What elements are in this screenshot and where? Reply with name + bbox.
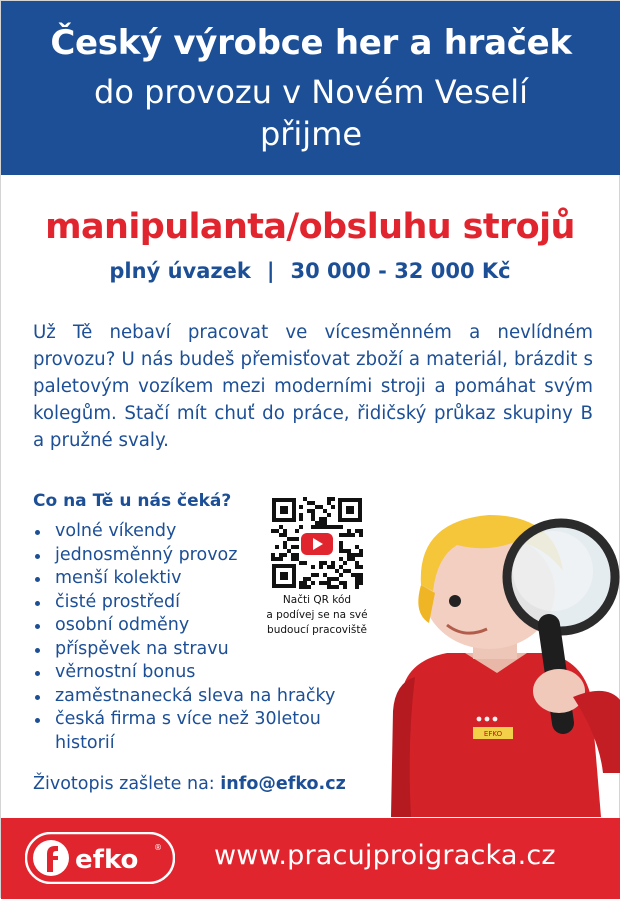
qr-module <box>327 497 331 501</box>
qr-module <box>295 537 299 541</box>
qr-module <box>291 545 295 549</box>
qr-module <box>347 553 351 557</box>
qr-module <box>331 525 335 529</box>
website-url[interactable]: www.pracujproigracka.cz <box>214 840 556 871</box>
qr-module <box>339 557 343 561</box>
qr-module <box>343 585 347 589</box>
qr-module <box>299 505 303 509</box>
qr-module <box>323 509 327 513</box>
qr-module <box>327 585 331 589</box>
benefit-item: věrnostní bonus <box>33 661 363 685</box>
qr-module <box>299 581 303 585</box>
qr-module <box>311 517 315 521</box>
qr-module <box>287 549 291 553</box>
cv-prefix: Životopis zašlete na: <box>33 774 215 794</box>
qr-module <box>291 557 295 561</box>
qr-module <box>279 533 283 537</box>
benefit-item: volné víkendy <box>33 520 363 544</box>
qr-module <box>275 529 279 533</box>
qr-module <box>271 529 275 533</box>
qr-module <box>327 525 331 529</box>
benefit-item: příspěvek na stravu <box>33 638 363 662</box>
header-banner <box>1 1 620 175</box>
qr-module <box>283 545 287 549</box>
qr-module <box>275 557 279 561</box>
qr-module <box>335 585 339 589</box>
qr-module <box>303 585 307 589</box>
qr-module <box>339 549 343 553</box>
qr-module <box>295 529 299 533</box>
qr-instructions <box>263 593 371 638</box>
qr-module <box>335 525 339 529</box>
qr-module <box>295 545 299 549</box>
qr-module <box>279 553 283 557</box>
qr-module <box>339 565 343 569</box>
qr-module <box>347 549 351 553</box>
qr-module <box>299 517 303 521</box>
qr-module <box>319 561 323 565</box>
qr-module <box>279 525 283 529</box>
qr-module <box>311 581 315 585</box>
toy-figure-illustration <box>377 501 620 817</box>
benefit-item: zaměstnanecká sleva na hračky <box>33 685 363 709</box>
qr-module <box>359 581 363 585</box>
qr-module <box>303 577 307 581</box>
registered-mark: ® <box>154 843 162 852</box>
qr-module <box>339 525 343 529</box>
qr-module <box>319 525 323 529</box>
qr-module <box>331 585 335 589</box>
benefit-item: osobní odměny <box>33 614 363 638</box>
qr-module <box>359 529 363 533</box>
qr-module <box>359 549 363 553</box>
qr-module <box>331 497 335 501</box>
qr-module <box>319 517 323 521</box>
qr-module <box>287 537 291 541</box>
qr-module <box>291 537 295 541</box>
qr-module <box>359 577 363 581</box>
qr-module <box>339 545 343 549</box>
qr-module <box>311 501 315 505</box>
qr-module <box>275 545 279 549</box>
qr-module <box>323 525 327 529</box>
qr-module <box>303 561 307 565</box>
qr-module <box>331 577 335 581</box>
qr-module <box>283 533 287 537</box>
qr-module <box>271 557 275 561</box>
qr-module <box>307 577 311 581</box>
position-title: manipulanta/obsluhu strojů <box>45 207 575 247</box>
qr-module <box>355 585 359 589</box>
qr-module <box>323 521 327 525</box>
qr-module <box>347 557 351 561</box>
qr-module <box>339 573 343 577</box>
qr-module <box>311 509 315 513</box>
qr-module <box>355 561 359 565</box>
qr-module <box>279 557 283 561</box>
qr-module <box>315 573 319 577</box>
header-title: Český výrobce her a hraček <box>50 23 572 63</box>
qr-module <box>291 553 295 557</box>
qr-module <box>339 581 343 585</box>
header-subtitle: do provozu v Novém Veselí <box>94 73 528 111</box>
qr-module <box>283 553 287 557</box>
qr-module <box>303 581 307 585</box>
qr-module <box>339 533 343 537</box>
qr-module <box>311 573 315 577</box>
qr-module <box>319 521 323 525</box>
qr-module <box>299 525 303 529</box>
qr-code[interactable] <box>271 497 363 589</box>
qr-module <box>295 557 299 561</box>
qr-module <box>359 565 363 569</box>
qr-note-line: budoucí pracoviště <box>267 624 367 636</box>
qr-module <box>283 541 287 545</box>
qr-module <box>351 573 355 577</box>
qr-module <box>339 541 343 545</box>
qr-module <box>359 553 363 557</box>
qr-module <box>355 581 359 585</box>
qr-module <box>315 525 319 529</box>
job-description: Už Tě nebaví pracovat ve vícesměnném a nevlídném provozu? U nás budeš přemisťovat zboží a materiál, brázdit s paletovým vozíkem mezi moderními stroji a pomáhat svým kolegům. Stačí mít chuť do práce, řidičský průkaz skupiny B a pružné svaly. <box>33 322 593 451</box>
qr-module <box>295 553 299 557</box>
qr-module <box>327 501 331 505</box>
qr-module <box>343 581 347 585</box>
qr-module <box>311 565 315 569</box>
terms-separator: | <box>266 259 275 283</box>
qr-module <box>355 553 359 557</box>
qr-note-line: Načti QR kód <box>282 594 352 606</box>
qr-module <box>359 533 363 537</box>
qr-module <box>319 565 323 569</box>
qr-module <box>327 565 331 569</box>
qr-module <box>323 581 327 585</box>
benefit-item: čisté prostředí <box>33 591 363 615</box>
qr-module <box>323 517 327 521</box>
qr-module <box>311 513 315 517</box>
benefit-item: česká firma s více než 30letou historií <box>33 708 363 755</box>
qr-module <box>331 505 335 509</box>
qr-module <box>335 577 339 581</box>
qr-module <box>307 509 311 513</box>
qr-module <box>351 533 355 537</box>
qr-module <box>355 545 359 549</box>
email-link[interactable]: info@efko.cz <box>220 774 346 794</box>
qr-module <box>343 549 347 553</box>
qr-module <box>331 561 335 565</box>
qr-module <box>307 501 311 505</box>
footer-bar <box>1 818 620 899</box>
qr-module <box>343 533 347 537</box>
qr-module <box>327 577 331 581</box>
qr-module <box>315 521 319 525</box>
qr-module <box>319 581 323 585</box>
qr-module <box>347 533 351 537</box>
qr-module <box>351 557 355 561</box>
qr-module <box>299 513 303 517</box>
qr-module <box>315 505 319 509</box>
qr-module <box>355 565 359 569</box>
qr-module <box>323 573 327 577</box>
qr-module <box>327 513 331 517</box>
qr-module <box>271 553 275 557</box>
employment-terms <box>1 259 619 283</box>
efko-logo[interactable] <box>25 832 175 884</box>
qr-module <box>299 585 303 589</box>
qr-module <box>307 585 311 589</box>
qr-module <box>331 565 335 569</box>
header-verb: přijme <box>259 115 363 153</box>
qr-module <box>347 569 351 573</box>
qr-module <box>355 573 359 577</box>
qr-module <box>355 529 359 533</box>
qr-module <box>323 561 327 565</box>
qr-module <box>359 573 363 577</box>
cv-contact <box>33 774 346 794</box>
qr-module <box>311 525 315 529</box>
benefit-item: jednosměnný provoz <box>33 544 363 568</box>
salary-range: 30 000 - 32 000 Kč <box>290 259 511 283</box>
benefit-item: menší kolektiv <box>33 567 363 591</box>
qr-module <box>343 569 347 573</box>
offer-heading: Co na Tě u nás čeká? <box>33 491 232 511</box>
shirt-badge-text: EFKO <box>483 730 503 738</box>
qr-module <box>303 497 307 501</box>
logo-text: efko <box>75 845 139 875</box>
qr-module <box>327 581 331 585</box>
qr-module <box>299 561 303 565</box>
qr-module <box>283 529 287 533</box>
qr-module <box>351 553 355 557</box>
qr-module <box>343 561 347 565</box>
employment-type: plný úvazek <box>109 259 251 283</box>
qr-module <box>335 569 339 573</box>
qr-module <box>347 529 351 533</box>
qr-module <box>319 505 323 509</box>
qr-module <box>355 577 359 581</box>
qr-note-line: a podívej se na své <box>266 609 368 621</box>
youtube-play-icon <box>301 533 333 555</box>
